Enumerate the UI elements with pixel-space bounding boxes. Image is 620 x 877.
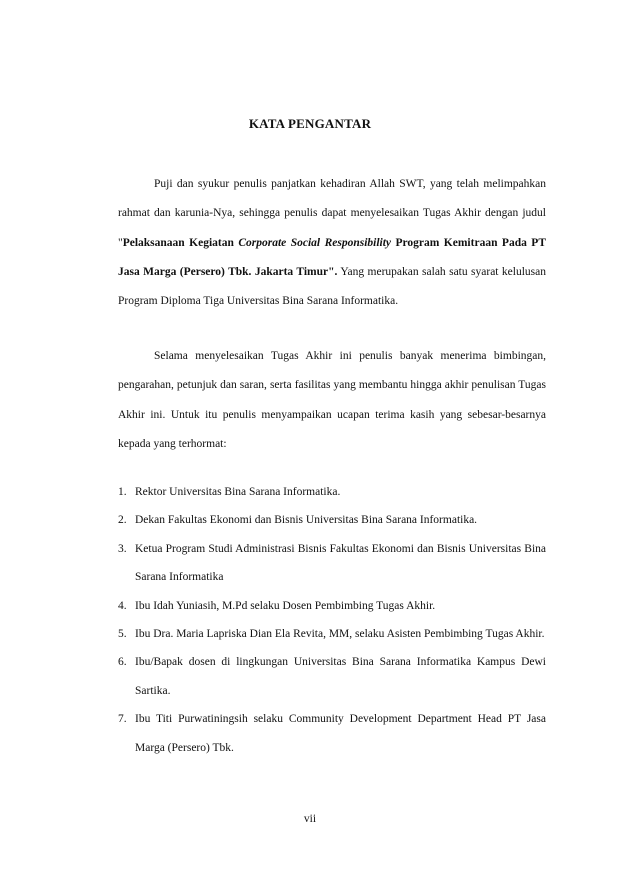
intro-text-end: Yang merupakan salah satu syarat kelulusan Program Diploma Tiga Universitas Bina Sarana Informatika.: [118, 265, 546, 308]
list-item: [118, 478, 546, 506]
list-item-text: Ketua Program Studi Administrasi Bisnis Fakultas Ekonomi dan Bisnis Universitas Bina Sarana Informatika: [135, 542, 546, 584]
list-item-text: Ibu/Bapak dosen di lingkungan Universitas Bina Sarana Informatika Kampus Dewi Sartika.: [135, 656, 546, 697]
list-item-text: Dekan Fakultas Ekonomi dan Bisnis Universitas Bina Sarana Informatika.: [135, 514, 478, 527]
list-item: [118, 592, 546, 620]
page-title: KATA PENGANTAR: [248, 116, 372, 131]
list-item-text: Rektor Universitas Bina Sarana Informatika.: [135, 486, 341, 498]
list-item-number: 6.: [118, 656, 127, 669]
thesis-title-part-1: Pelaksanaan Kegiatan: [122, 236, 239, 249]
page-number: vii: [303, 813, 317, 825]
list-item: [118, 705, 546, 762]
list-item: [118, 535, 546, 592]
list-item-number: 5.: [118, 628, 127, 641]
thesis-title-italic: Corporate Social Responsibility: [238, 236, 392, 249]
intro-paragraph: [118, 170, 546, 316]
list-item: [118, 648, 546, 705]
intro-text-start: Puji dan syukur penulis panjatkan kehadiran Allah SWT, yang telah melimpahkan rahmat dan karunia-Nya, sehingga penulis dapat menyelesaikan Tugas Akhir dengan judul ": [118, 178, 546, 249]
acknowledgement-paragraph: [118, 342, 546, 459]
list-item-number: 4.: [118, 599, 127, 612]
list-item: [118, 620, 546, 648]
acknowledgement-list: [118, 478, 546, 762]
list-item-number: 3.: [118, 542, 127, 555]
list-item-text: Ibu Titi Purwatiningsih selaku Community Development Department Head PT Jasa Marga (Persero) Tbk.: [135, 713, 546, 754]
list-item-number: 2.: [118, 514, 127, 527]
list-item: [118, 506, 546, 534]
list-item-text: Ibu Dra. Maria Lapriska Dian Ela Revita, MM, selaku Asisten Pembimbing Tugas Akhir.: [135, 628, 545, 641]
list-item-number: 1.: [118, 486, 127, 498]
list-item-number: 7.: [118, 713, 127, 726]
list-item-text: Ibu Idah Yuniasih, M.Pd selaku Dosen Pembimbing Tugas Akhir.: [135, 599, 436, 612]
acknowledgement-text: Selama menyelesaikan Tugas Akhir ini penulis banyak menerima bimbingan, pengarahan, petunjuk dan saran, serta fasilitas yang membantu hingga akhir penulisan Tugas Akhir ini. Untuk itu penulis menyampaikan ucapan terima kasih yang sebesar-besarnya kepada yang terhormat:: [118, 350, 546, 450]
thesis-title-part-2: Program Kemitraan Pada PT Jasa Marga (Persero) Tbk. Jakarta Timur".: [118, 236, 546, 278]
